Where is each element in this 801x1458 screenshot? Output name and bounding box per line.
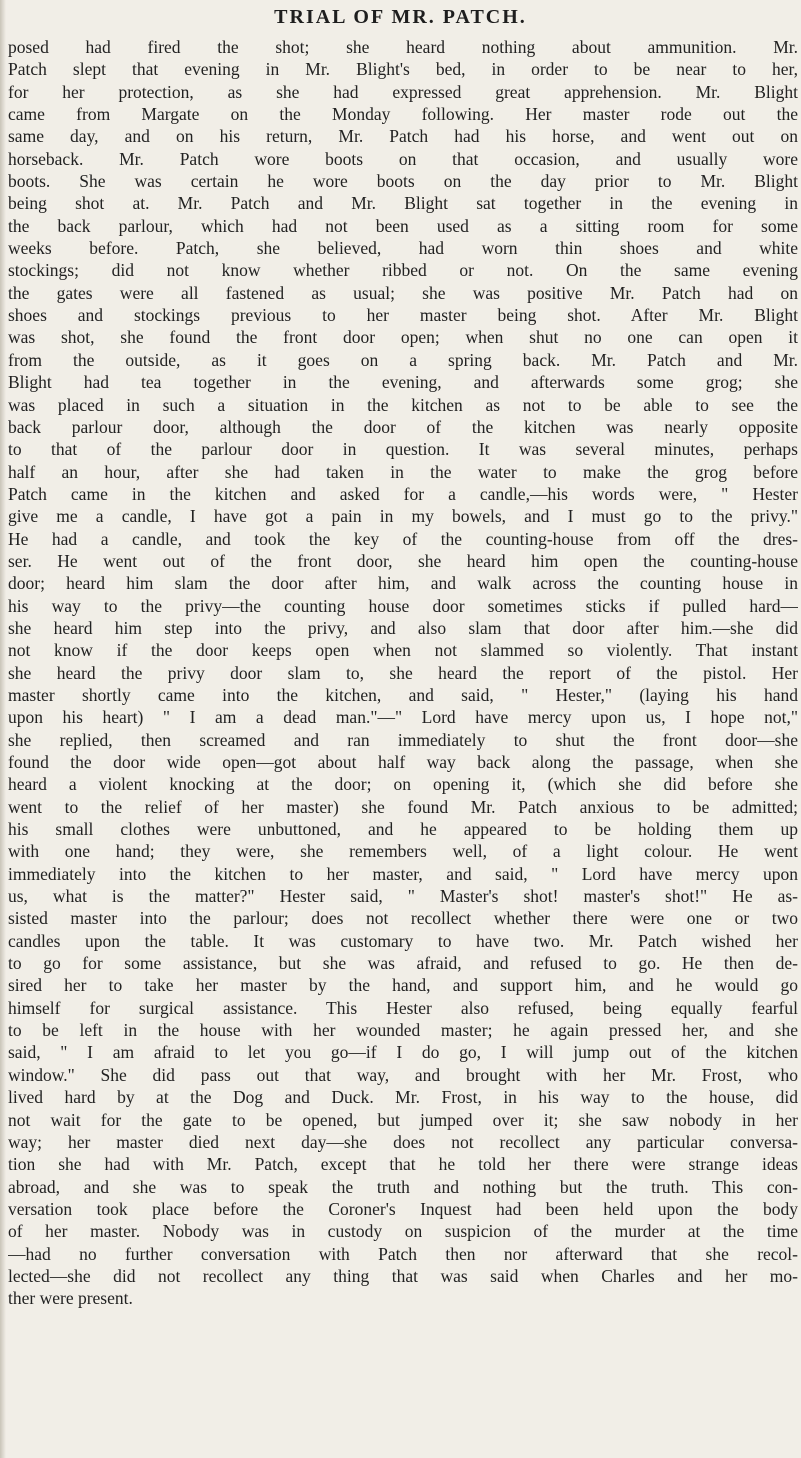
text-line: abroad, and she was to speak the truth and nothing but the truth. This con- [8, 1176, 798, 1197]
text-line: way; her master died next day—she does not recollect any particular conversa- [8, 1131, 798, 1152]
text-line: same day, and on his return, Mr. Patch had his horse, and went out on [8, 126, 798, 147]
text-line: to be left in the house with her wounded master; he again pressed her, and she [8, 1020, 798, 1041]
text-line: lived hard by at the Dog and Duck. Mr. Frost, in his way to the house, did [8, 1087, 798, 1108]
text-line: tion she had with Mr. Patch, except that he told her there were strange ideas [8, 1154, 798, 1175]
text-line: came from Margate on the Monday following. Her master rode out the [8, 104, 798, 125]
text-line: half an hour, after she had taken in the water to make the grog before [8, 461, 798, 482]
text-line: said, " I am afraid to let you go—if I do go, I will jump out of the kitchen [8, 1042, 798, 1063]
text-line: ther were present. [8, 1288, 133, 1309]
text-line: from the outside, as it goes on a spring back. Mr. Patch and Mr. [8, 349, 798, 370]
text-line: lected—she did not recollect any thing that was said when Charles and her mo- [8, 1265, 798, 1286]
text-line: Blight had tea together in the evening, and afterwards some grog; she [8, 372, 798, 393]
text-line: she heard the privy door slam to, she heard the report of the pistol. Her [8, 662, 798, 683]
text-line: upon his heart) " I am a dead man."—" Lord have mercy upon us, I hope not," [8, 707, 798, 728]
text-line: candles upon the table. It was customary to have two. Mr. Patch wished her [8, 930, 798, 951]
text-line: master shortly came into the kitchen, and said, " Hester," (laying his hand [8, 684, 798, 705]
text-line: window." She did pass out that way, and brought with her Mr. Frost, who [8, 1064, 798, 1085]
text-line: shoes and stockings previous to her master being shot. After Mr. Blight [8, 305, 798, 326]
text-line: being shot at. Mr. Patch and Mr. Blight sat together in the evening in [8, 193, 798, 214]
text-line: weeks before. Patch, she believed, had worn thin shoes and white [8, 238, 798, 259]
text-line: not know if the door keeps open when not slammed so violently. That instant [8, 640, 798, 661]
text-line: was shot, she found the front door open; when shut no one can open it [8, 327, 798, 348]
text-line: stockings; did not know whether ribbed or not. On the same evening [8, 260, 798, 281]
text-line: was placed in such a situation in the kitchen as not to be able to see the [8, 394, 798, 415]
text-line: He had a candle, and took the key of the counting-house from off the dres- [8, 528, 798, 549]
text-line: went to the relief of her master) she found Mr. Patch anxious to be admitted; [8, 796, 798, 817]
text-line: Patch came in the kitchen and asked for a candle,—his words were, " Hester [8, 483, 798, 504]
text-line: to that of the parlour door in question. It was several minutes, perhaps [8, 439, 798, 460]
text-line: she heard him step into the privy, and also slam that door after him.—she did [8, 617, 798, 638]
text-line: immediately into the kitchen to her master, and said, " Lord have mercy upon [8, 863, 798, 884]
text-line: sired her to take her master by the hand, and support him, and he would go [8, 975, 798, 996]
running-head: TRIAL OF MR. PATCH. [274, 6, 527, 28]
text-line: us, what is the matter?" Hester said, " Master's shot! master's shot!" He as- [8, 886, 798, 907]
text-line: himself for surgical assistance. This Hester also refused, being equally fearful [8, 997, 798, 1018]
text-line: boots. She was certain he wore boots on the day prior to Mr. Blight [8, 171, 798, 192]
text-line: —had no further conversation with Patch then nor afterward that she recol- [8, 1243, 798, 1264]
body-text [8, 36, 798, 1310]
text-line: to go for some assistance, but she was afraid, and refused to go. He then de- [8, 953, 798, 974]
text-line: not wait for the gate to be opened, but jumped over it; she saw nobody in her [8, 1109, 798, 1130]
text-line: sisted master into the parlour; does not recollect whether there were one or two [8, 908, 798, 929]
text-line: door; heard him slam the door after him, and walk across the counting house in [8, 573, 798, 594]
text-line: versation took place before the Coroner's Inquest had been held upon the body [8, 1198, 798, 1219]
text-line: back parlour door, although the door of the kitchen was nearly opposite [8, 416, 798, 437]
text-line: of her master. Nobody was in custody on suspicion of the murder at the time [8, 1221, 798, 1242]
page-gutter-shadow [0, 0, 6, 1458]
text-line: horseback. Mr. Patch wore boots on that occasion, and usually wore [8, 148, 798, 169]
text-line: his way to the privy—the counting house door sometimes sticks if pulled hard— [8, 595, 798, 616]
text-line: Patch slept that evening in Mr. Blight's bed, in order to be near to her, [8, 59, 798, 80]
text-line: posed had fired the shot; she heard nothing about ammunition. Mr. [8, 37, 798, 57]
text-line: his small clothes were unbuttoned, and he appeared to be holding them up [8, 819, 798, 840]
text-line: heard a violent knocking at the door; on opening it, (which she did before she [8, 774, 798, 795]
text-line: with one hand; they were, she remembers well, of a light colour. He went [8, 841, 798, 862]
text-line: ser. He went out of the front door, she heard him open the counting-house [8, 550, 798, 571]
text-line: give me a candle, I have got a pain in my bowels, and I must go to the privy." [8, 506, 798, 527]
text-line: she replied, then screamed and ran immediately to shut the front door—she [8, 729, 798, 750]
text-line: the back parlour, which had not been used as a sitting room for some [8, 215, 798, 236]
text-line: the gates were all fastened as usual; she was positive Mr. Patch had on [8, 282, 798, 303]
text-line: found the door wide open—got about half way back along the passage, when she [8, 752, 798, 772]
text-line: for her protection, as she had expressed great apprehension. Mr. Blight [8, 81, 798, 102]
